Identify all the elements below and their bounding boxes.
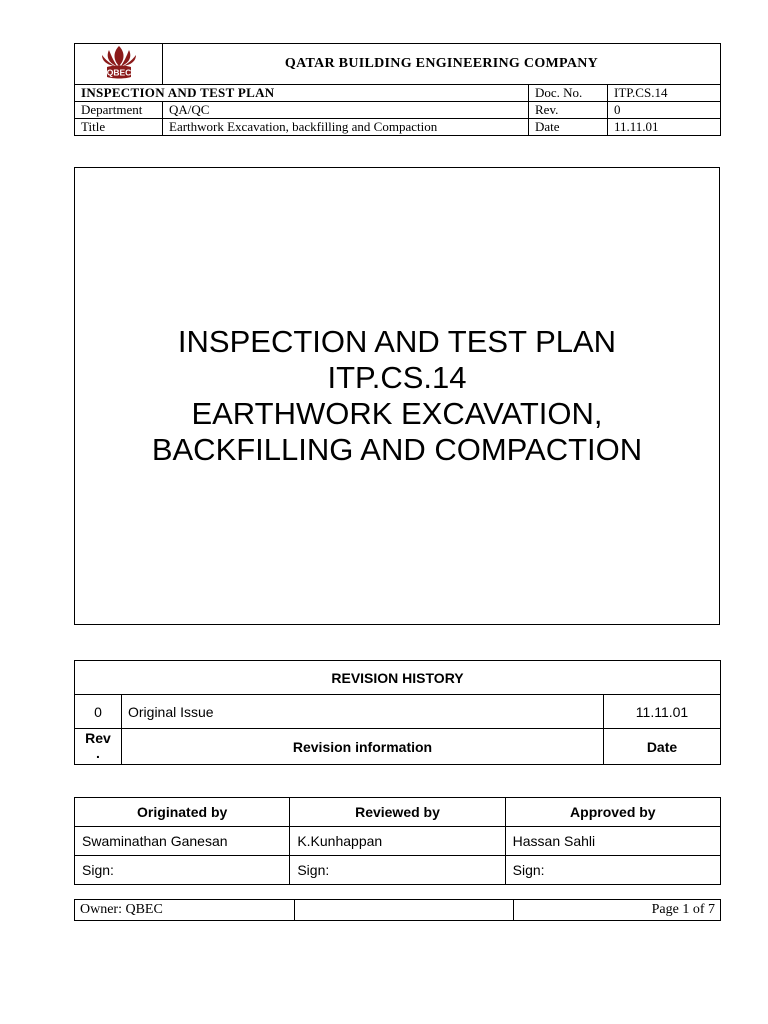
revision-number: 0 (75, 695, 122, 729)
owner-text: Owner: QBEC (75, 900, 295, 921)
approved-by-header: Approved by (505, 798, 720, 827)
date-label: Date (529, 119, 608, 136)
originated-by-header: Originated by (75, 798, 290, 827)
page-number: Page 1 of 7 (514, 900, 721, 921)
logo-text: QBEC (106, 67, 131, 78)
revision-history-heading: REVISION HISTORY (75, 661, 721, 695)
reviewed-by-header: Reviewed by (290, 798, 505, 827)
revision-history-table (74, 660, 721, 765)
col-rev-header: Rev . (75, 729, 122, 765)
revision-info: Original Issue (122, 695, 604, 729)
document-footer (74, 899, 721, 921)
footer-middle-cell (294, 900, 514, 921)
approver-name: Hassan Sahli (505, 827, 720, 856)
originator-sign: Sign: (75, 856, 290, 885)
cover-line-2: ITP.CS.14 (327, 360, 467, 395)
reviewer-name: K.Kunhappan (290, 827, 505, 856)
title-label: Title (75, 119, 163, 136)
cover-line-4: BACKFILLING AND COMPACTION (151, 432, 643, 467)
col-info-header: Revision information (122, 729, 604, 765)
col-date-header: Date (604, 729, 721, 765)
title-value: Earthwork Excavation, backfilling and Compaction (163, 119, 529, 136)
rev-label: Rev. (529, 102, 608, 119)
doc-no-value: ITP.CS.14 (608, 85, 721, 102)
approver-sign: Sign: (505, 856, 720, 885)
rev-value: 0 (608, 102, 721, 119)
revision-row (75, 695, 721, 729)
company-name: QATAR BUILDING ENGINEERING COMPANY (163, 44, 721, 85)
department-value: QA/QC (163, 102, 529, 119)
cover-line-3: EARTHWORK EXCAVATION, (191, 396, 603, 431)
date-value: 11.11.01 (608, 119, 721, 136)
document-header (74, 43, 721, 136)
department-label: Department (75, 102, 163, 119)
originator-name: Swaminathan Ganesan (75, 827, 290, 856)
qbec-logo-icon (99, 44, 139, 80)
cover-title-box (74, 167, 720, 625)
reviewer-sign: Sign: (290, 856, 505, 885)
revision-date: 11.11.01 (604, 695, 721, 729)
doc-no-label: Doc. No. (529, 85, 608, 102)
logo-cell (75, 44, 163, 85)
cover-line-1: INSPECTION AND TEST PLAN (177, 324, 617, 359)
doc-type: INSPECTION AND TEST PLAN (75, 85, 529, 102)
approval-table (74, 797, 721, 885)
